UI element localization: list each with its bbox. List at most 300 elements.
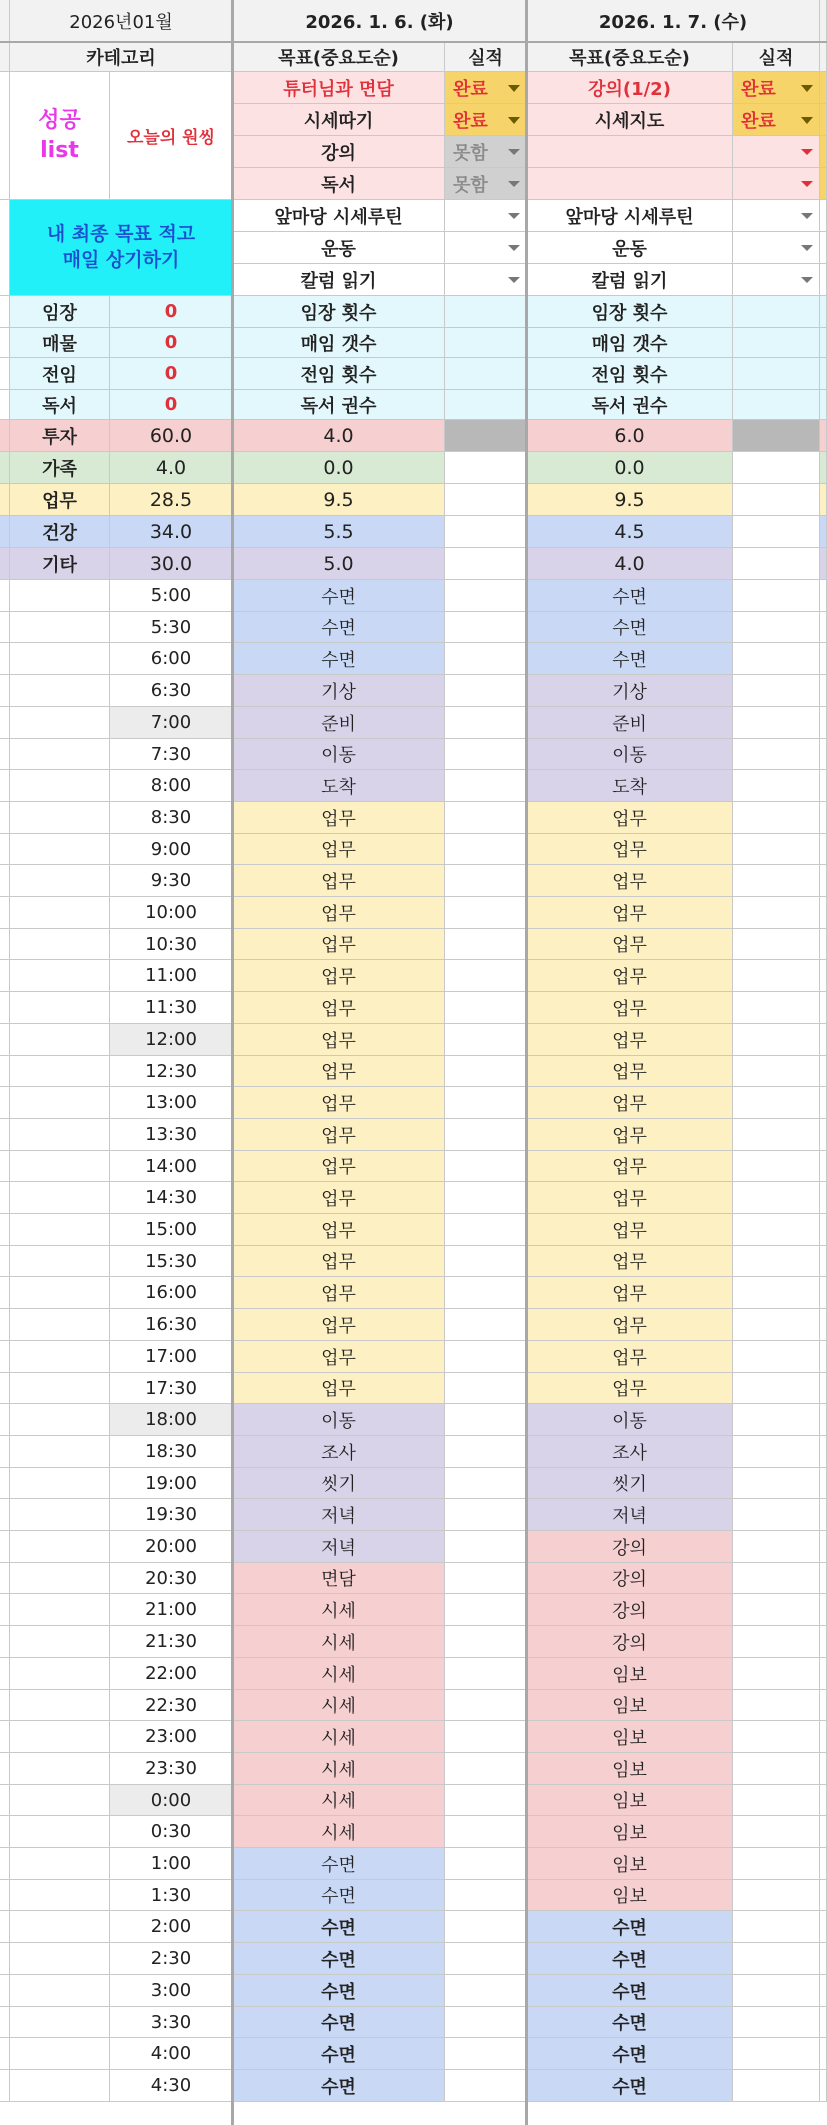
day2-result-cell[interactable] (733, 1056, 820, 1087)
day2-activity[interactable] (527, 2007, 733, 2038)
day2-result-cell[interactable] (733, 1658, 820, 1690)
day2-activity[interactable] (527, 2038, 733, 2070)
day1-result-cell[interactable] (445, 1056, 527, 1087)
day2-result-cell[interactable] (733, 1943, 820, 1975)
time-slot (110, 612, 233, 643)
day2-result-cell[interactable] (733, 1975, 820, 2007)
day1-activity[interactable] (233, 960, 445, 992)
day2-routine-dropdown[interactable] (733, 264, 820, 296)
day1-activity[interactable] (233, 1626, 445, 1658)
day1-activity[interactable] (233, 992, 445, 1024)
day2-activity[interactable] (527, 770, 733, 802)
col-h (820, 420, 827, 452)
day1-result-dropdown[interactable] (445, 104, 527, 136)
day2-result-cell[interactable] (733, 1151, 820, 1182)
day1-total-blank (445, 484, 527, 516)
time-slot (110, 1943, 233, 1975)
day1-result-cell[interactable] (445, 770, 527, 802)
day1-activity[interactable] (233, 897, 445, 929)
day1-result-cell[interactable] (445, 1373, 527, 1404)
day1-result-cell[interactable] (445, 1626, 527, 1658)
day2-result-cell[interactable] (733, 1214, 820, 1246)
blank-cell (10, 1531, 110, 1563)
day2-result-cell[interactable] (733, 1816, 820, 1848)
day1-result-cell[interactable] (445, 1214, 527, 1246)
day1-activity[interactable] (233, 1943, 445, 1975)
day2-activity[interactable] (527, 675, 733, 707)
day2-activity[interactable] (527, 1563, 733, 1594)
col-h (820, 2007, 827, 2038)
success-list-label-text: 성공 list (38, 107, 81, 163)
day1-activity[interactable] (233, 1182, 445, 1214)
category-total (110, 420, 233, 452)
day1-activity[interactable] (233, 2038, 445, 2070)
day2-activity-text: 이동 (612, 745, 647, 766)
day1-result-cell[interactable] (445, 2007, 527, 2038)
day2-result-cell[interactable] (733, 1563, 820, 1594)
day1-routine[interactable] (233, 200, 445, 232)
day1-activity[interactable] (233, 1658, 445, 1690)
day2-activity[interactable] (527, 929, 733, 960)
day1-routine-dropdown[interactable] (445, 200, 527, 232)
day1-activity[interactable] (233, 1024, 445, 1056)
category-label (10, 452, 110, 484)
day1-activity[interactable] (233, 1785, 445, 1816)
day1-result-cell[interactable] (445, 675, 527, 707)
day2-activity[interactable] (527, 1056, 733, 1087)
time-slot (110, 1626, 233, 1658)
day1-result-cell[interactable] (445, 1309, 527, 1341)
day1-activity[interactable] (233, 1594, 445, 1626)
day2-result-cell[interactable] (733, 1119, 820, 1151)
day1-result-cell[interactable] (445, 1436, 527, 1468)
day2-goal[interactable] (527, 104, 733, 136)
day1-activity[interactable] (233, 1499, 445, 1531)
day2-result-cell[interactable] (733, 1911, 820, 1943)
day2-activity[interactable] (527, 1721, 733, 1753)
chevron-down-icon[interactable] (801, 149, 813, 155)
day1-result-cell[interactable] (445, 1880, 527, 1911)
day1-activity-text: 업무 (321, 966, 356, 988)
day2-result-cell[interactable] (733, 1309, 820, 1341)
day1-activity[interactable] (233, 1816, 445, 1848)
day2-routine-text: 운동 (612, 238, 647, 260)
day1-result-cell[interactable] (445, 1943, 527, 1975)
day2-activity[interactable] (527, 1911, 733, 1943)
time-slot-text: 18:00 (145, 1409, 197, 1430)
day2-result-cell[interactable] (733, 770, 820, 802)
day1-result-cell[interactable] (445, 707, 527, 739)
day2-activity[interactable] (527, 1753, 733, 1785)
day2-activity[interactable] (527, 1531, 733, 1563)
counter-label-text: 전임 (42, 364, 77, 386)
day1-result-cell[interactable] (445, 1690, 527, 1721)
time-slot-text: 16:30 (145, 1314, 197, 1335)
day1-result-cell[interactable] (445, 2070, 527, 2102)
day1-result-cell[interactable] (445, 612, 527, 643)
chevron-down-icon[interactable] (508, 117, 520, 124)
day2-activity[interactable] (527, 1214, 733, 1246)
day2-activity[interactable] (527, 834, 733, 865)
col-h (820, 42, 827, 72)
day1-result-cell[interactable] (445, 897, 527, 929)
time-slot (110, 1563, 233, 1594)
day1-activity[interactable] (233, 2007, 445, 2038)
day1-result-dropdown[interactable] (445, 136, 527, 168)
day2-count-value[interactable] (733, 328, 820, 358)
day1-count-value[interactable] (445, 328, 527, 358)
day2-activity[interactable] (527, 960, 733, 992)
row-gutter (0, 1563, 10, 1594)
chevron-down-icon[interactable] (508, 181, 520, 187)
day1-activity[interactable] (233, 1373, 445, 1404)
chevron-down-icon[interactable] (508, 85, 520, 92)
counter-label (10, 358, 110, 390)
day2-activity[interactable] (527, 802, 733, 834)
day2-routine-dropdown[interactable] (733, 232, 820, 264)
day2-routine[interactable] (527, 264, 733, 296)
day2-activity[interactable] (527, 1373, 733, 1404)
day1-activity[interactable] (233, 1721, 445, 1753)
day2-activity[interactable] (527, 1499, 733, 1531)
blank-cell (10, 739, 110, 770)
day1-activity[interactable] (233, 1151, 445, 1182)
day1-routine-dropdown[interactable] (445, 264, 527, 296)
day2-result-cell[interactable] (733, 643, 820, 675)
final-goal-note (10, 200, 233, 296)
day2-activity[interactable] (527, 1943, 733, 1975)
day2-result-dropdown[interactable] (733, 104, 820, 136)
day1-routine[interactable] (233, 264, 445, 296)
day2-result-cell[interactable] (733, 1594, 820, 1626)
day1-goal[interactable] (233, 72, 445, 104)
day2-activity[interactable] (527, 1880, 733, 1911)
day1-result-cell[interactable] (445, 1468, 527, 1499)
day1-activity[interactable] (233, 739, 445, 770)
day1-result-cell[interactable] (445, 1563, 527, 1594)
day2-activity[interactable] (527, 1119, 733, 1151)
day2-result-cell[interactable] (733, 1468, 820, 1499)
day2-activity[interactable] (527, 1151, 733, 1182)
day1-activity[interactable] (233, 1848, 445, 1880)
day1-activity[interactable] (233, 2070, 445, 2102)
day2-activity[interactable] (527, 1246, 733, 1277)
day1-result-cell[interactable] (445, 739, 527, 770)
day1-activity[interactable] (233, 865, 445, 897)
day2-activity[interactable] (527, 897, 733, 929)
day2-routine-dropdown[interactable] (733, 200, 820, 232)
chevron-down-icon[interactable] (508, 213, 520, 219)
day1-activity[interactable] (233, 1468, 445, 1499)
day1-result-dropdown[interactable] (445, 168, 527, 200)
day2-result-cell[interactable] (733, 1753, 820, 1785)
day1-result-cell[interactable] (445, 802, 527, 834)
day2-result-cell[interactable] (733, 865, 820, 897)
day2-result-cell[interactable] (733, 834, 820, 865)
day2-activity[interactable] (527, 992, 733, 1024)
day1-result-cell[interactable] (445, 865, 527, 897)
day2-routine[interactable] (527, 200, 733, 232)
day2-result-cell[interactable] (733, 1024, 820, 1056)
col-h (820, 136, 827, 168)
day1-activity[interactable] (233, 802, 445, 834)
day2-activity[interactable] (527, 1690, 733, 1721)
day2-activity[interactable] (527, 1626, 733, 1658)
day1-activity[interactable] (233, 1056, 445, 1087)
day2-result-cell[interactable] (733, 2038, 820, 2070)
col-h (820, 1119, 827, 1151)
day2-result-cell[interactable] (733, 960, 820, 992)
day2-result-cell[interactable] (733, 992, 820, 1024)
day1-result-cell[interactable] (445, 2038, 527, 2070)
chevron-down-icon[interactable] (801, 117, 813, 124)
day2-goal[interactable] (527, 136, 733, 168)
row-gutter (0, 707, 10, 739)
day1-goal[interactable] (233, 168, 445, 200)
day2-result-cell[interactable] (733, 1721, 820, 1753)
day1-count-value[interactable] (445, 390, 527, 420)
blank-cell (10, 707, 110, 739)
day2-activity[interactable] (527, 1848, 733, 1880)
day2-activity[interactable] (527, 612, 733, 643)
blank-cell (10, 1341, 110, 1373)
day1-activity-text: 업무 (321, 1093, 356, 1115)
day1-result-cell[interactable] (445, 834, 527, 865)
chevron-down-icon[interactable] (508, 245, 520, 251)
day2-result-cell[interactable] (733, 1087, 820, 1119)
day1-routine[interactable] (233, 232, 445, 264)
row-gutter (0, 1753, 10, 1785)
day1-result-cell[interactable] (445, 1785, 527, 1816)
day2-activity[interactable] (527, 1341, 733, 1373)
counter-value-text: 0 (164, 394, 178, 415)
day1-result-cell[interactable] (445, 1753, 527, 1785)
row-gutter (0, 484, 10, 516)
day2-result-cell[interactable] (733, 707, 820, 739)
day1-result-cell[interactable] (445, 1151, 527, 1182)
day1-activity[interactable] (233, 1563, 445, 1594)
chevron-down-icon[interactable] (801, 277, 813, 283)
day2-result-cell[interactable] (733, 1785, 820, 1816)
day1-activity-text: 수면 (321, 1949, 356, 1971)
time-slot-text: 23:00 (145, 1726, 197, 1747)
chevron-down-icon[interactable] (801, 245, 813, 251)
chevron-down-icon[interactable] (508, 149, 520, 155)
day2-activity[interactable] (527, 1785, 733, 1816)
day1-result-cell[interactable] (445, 1341, 527, 1373)
day2-result-cell[interactable] (733, 1404, 820, 1436)
day2-result-cell[interactable] (733, 2070, 820, 2102)
day1-count-value[interactable] (445, 296, 527, 328)
day2-activity[interactable] (527, 1087, 733, 1119)
day2-activity[interactable] (527, 1182, 733, 1214)
day2-result-cell[interactable] (733, 1499, 820, 1531)
day1-count-label (233, 296, 445, 328)
row-header (0, 42, 10, 72)
day1-activity[interactable] (233, 1119, 445, 1151)
day1-result-cell[interactable] (445, 1816, 527, 1848)
day2-activity[interactable] (527, 1816, 733, 1848)
day2-activity[interactable] (527, 1594, 733, 1626)
day1-activity[interactable] (233, 580, 445, 612)
day1-activity[interactable] (233, 707, 445, 739)
day2-activity[interactable] (527, 1277, 733, 1309)
day1-activity[interactable] (233, 1277, 445, 1309)
day2-result-cell[interactable] (733, 897, 820, 929)
day1-activity[interactable] (233, 1531, 445, 1563)
time-slot-text: 6:30 (150, 680, 192, 701)
day1-result-cell[interactable] (445, 1277, 527, 1309)
day1-result-cell[interactable] (445, 1182, 527, 1214)
day2-activity-text: 강의 (612, 1600, 647, 1622)
day1-result-cell[interactable] (445, 960, 527, 992)
day1-result-cell[interactable] (445, 1024, 527, 1056)
day1-activity[interactable] (233, 1690, 445, 1721)
day1-activity[interactable] (233, 1246, 445, 1277)
day1-activity[interactable] (233, 1753, 445, 1785)
col-h (820, 296, 827, 328)
col-h (820, 960, 827, 992)
day1-result-cell[interactable] (445, 1531, 527, 1563)
day1-activity[interactable] (233, 675, 445, 707)
day2-result-cell[interactable] (733, 1182, 820, 1214)
day1-activity[interactable] (233, 1214, 445, 1246)
time-slot (110, 1753, 233, 1785)
day2-result-cell[interactable] (733, 580, 820, 612)
day2-activity-text: 임보 (612, 1727, 647, 1749)
time-slot-text: 17:30 (145, 1377, 197, 1399)
time-slot (110, 1246, 233, 1277)
blank-cell (10, 770, 110, 802)
day2-result-cell[interactable] (733, 675, 820, 707)
day1-activity[interactable] (233, 1911, 445, 1943)
day1-result-dropdown[interactable] (445, 72, 527, 104)
category-total-text: 28.5 (149, 488, 193, 511)
day1-activity-text: 수면 (321, 649, 356, 671)
day1-result-cell[interactable] (445, 1404, 527, 1436)
row-gutter (0, 390, 10, 420)
day1-activity-text: 기상 (321, 681, 356, 703)
day1-result-cell[interactable] (445, 1911, 527, 1943)
day1-activity[interactable] (233, 1975, 445, 2007)
time-slot (110, 1499, 233, 1531)
day1-date-text: 2026. 1. 6. (화) (305, 11, 454, 33)
row-gutter (0, 960, 10, 992)
day1-activity[interactable] (233, 834, 445, 865)
day2-result-dropdown[interactable] (733, 72, 820, 104)
chevron-down-icon[interactable] (801, 85, 813, 92)
day2-count-value[interactable] (733, 390, 820, 420)
day1-result-cell[interactable] (445, 1594, 527, 1626)
day1-result-cell[interactable] (445, 1119, 527, 1151)
day2-activity[interactable] (527, 580, 733, 612)
day2-goal[interactable] (527, 72, 733, 104)
day2-activity[interactable] (527, 1468, 733, 1499)
chevron-down-icon[interactable] (801, 181, 813, 187)
day2-activity-text: 수면 (612, 2013, 647, 2034)
day2-result-cell[interactable] (733, 802, 820, 834)
day1-count-value[interactable] (445, 358, 527, 390)
day1-activity-text: 업무 (321, 1283, 356, 1305)
day2-result-dropdown[interactable] (733, 136, 820, 168)
day2-result-cell[interactable] (733, 1373, 820, 1404)
day1-routine-dropdown[interactable] (445, 232, 527, 264)
day1-result-cell[interactable] (445, 1975, 527, 2007)
month-label (10, 0, 233, 42)
day1-result-cell[interactable] (445, 929, 527, 960)
day1-activity[interactable] (233, 643, 445, 675)
day2-activity[interactable] (527, 739, 733, 770)
day1-result-cell[interactable] (445, 1721, 527, 1753)
day2-result-cell[interactable] (733, 1531, 820, 1563)
day2-result-cell[interactable] (733, 1626, 820, 1658)
day1-result-cell[interactable] (445, 643, 527, 675)
day1-result-cell[interactable] (445, 1246, 527, 1277)
day2-activity[interactable] (527, 1975, 733, 2007)
day1-goal[interactable] (233, 104, 445, 136)
chevron-down-icon[interactable] (508, 277, 520, 283)
day2-activity[interactable] (527, 2070, 733, 2102)
day2-result-cell[interactable] (733, 929, 820, 960)
day2-count-value[interactable] (733, 296, 820, 328)
row-gutter (0, 420, 10, 452)
day1-activity[interactable] (233, 1404, 445, 1436)
counter-label-text: 임장 (42, 302, 77, 324)
day2-result-cell[interactable] (733, 1341, 820, 1373)
day2-activity[interactable] (527, 1404, 733, 1436)
day2-routine[interactable] (527, 232, 733, 264)
day1-result-cell[interactable] (445, 1087, 527, 1119)
day2-result-cell[interactable] (733, 1880, 820, 1911)
day2-result-cell[interactable] (733, 739, 820, 770)
day2-goal[interactable] (527, 168, 733, 200)
day2-result-cell[interactable] (733, 1277, 820, 1309)
day1-result-cell[interactable] (445, 1499, 527, 1531)
day1-activity[interactable] (233, 1087, 445, 1119)
day1-activity[interactable] (233, 1309, 445, 1341)
day2-result-cell[interactable] (733, 2007, 820, 2038)
day1-activity[interactable] (233, 1880, 445, 1911)
day1-goal[interactable] (233, 136, 445, 168)
day2-result-cell[interactable] (733, 1246, 820, 1277)
counter-label (10, 296, 110, 328)
day1-activity[interactable] (233, 929, 445, 960)
day2-activity[interactable] (527, 1024, 733, 1056)
day1-result-cell[interactable] (445, 580, 527, 612)
row-gutter (0, 2007, 10, 2038)
day1-activity[interactable] (233, 1341, 445, 1373)
day2-activity[interactable] (527, 643, 733, 675)
day1-activity[interactable] (233, 612, 445, 643)
day1-result-cell[interactable] (445, 1848, 527, 1880)
day1-result-cell[interactable] (445, 992, 527, 1024)
day2-activity[interactable] (527, 1658, 733, 1690)
day1-result-cell[interactable] (445, 1658, 527, 1690)
day2-result-cell[interactable] (733, 1690, 820, 1721)
day2-result-cell[interactable] (733, 1848, 820, 1880)
day2-result-cell[interactable] (733, 1436, 820, 1468)
day2-result-dropdown[interactable] (733, 168, 820, 200)
day2-count-value[interactable] (733, 358, 820, 390)
chevron-down-icon[interactable] (801, 213, 813, 219)
day2-activity[interactable] (527, 707, 733, 739)
day2-result-cell[interactable] (733, 612, 820, 643)
day1-activity[interactable] (233, 770, 445, 802)
day1-activity[interactable] (233, 1436, 445, 1468)
day2-activity[interactable] (527, 1436, 733, 1468)
day2-activity[interactable] (527, 1309, 733, 1341)
day2-activity[interactable] (527, 865, 733, 897)
